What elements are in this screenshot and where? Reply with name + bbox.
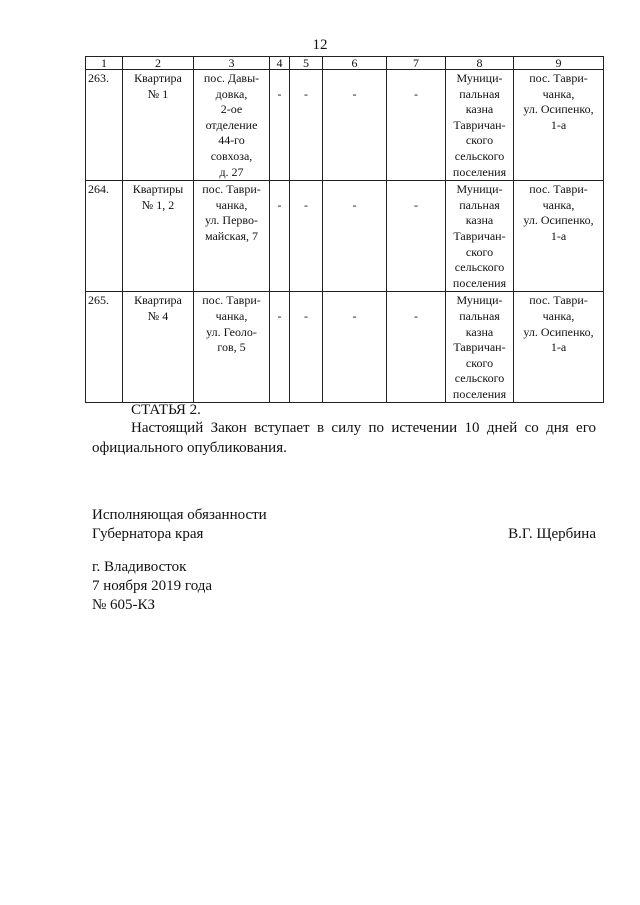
cell-line: ул. Перво- (204, 213, 259, 228)
cell-line: пальная (459, 86, 500, 101)
cell-line: 44-го (218, 133, 245, 148)
cell-value: - (414, 198, 418, 213)
cell-line: Квартиры (132, 182, 184, 197)
cell-line: казна (465, 324, 494, 339)
cell-line: майская, 7 (204, 228, 259, 243)
cell-line: ул. Геоло- (206, 324, 257, 339)
page-number: 12 (312, 37, 328, 53)
cell-value: - (352, 198, 357, 213)
cell-line: чанка, (215, 308, 248, 323)
table-cell-object (123, 181, 194, 292)
cell-value: - (304, 87, 308, 101)
table-cell-c7 (387, 181, 446, 292)
cell-line: пос. Таври- (529, 71, 588, 85)
cell-line: пальная (459, 197, 500, 212)
header-cell: 5 (290, 57, 323, 70)
article-heading: СТАТЬЯ 2. (131, 402, 201, 418)
table-row (86, 292, 604, 403)
table-cell-c4 (270, 181, 290, 292)
header-cell: 8 (446, 57, 514, 70)
cell-line: сельского (454, 371, 505, 386)
cell-line: пос. Таври- (529, 182, 588, 197)
date: 7 ноября 2019 года (92, 578, 213, 594)
cell-value: - (277, 309, 282, 324)
table-cell-owner (446, 292, 514, 403)
cell-line: ул. Осипенко, (523, 213, 594, 228)
cell-line: 1-а (550, 340, 567, 355)
table-cell-c5 (290, 292, 323, 403)
cell-line: чанка, (215, 197, 248, 212)
table-cell-c6 (323, 70, 387, 181)
cell-value: - (277, 198, 282, 213)
table-cell-recipient (514, 70, 604, 181)
law-number: № 605-КЗ (92, 597, 156, 613)
table-cell-c7 (387, 70, 446, 181)
place-date-block (92, 558, 212, 615)
table-cell-c4 (270, 70, 290, 181)
cell-line: пос. Таври- (529, 293, 588, 308)
cell-line: поселения (452, 386, 507, 401)
cell-line: чанка, (542, 86, 575, 101)
cell-line: Муници- (456, 293, 503, 308)
header-cell: 2 (123, 57, 194, 70)
table-row (86, 181, 604, 292)
cell-line: ул. Осипенко, (523, 102, 594, 117)
cell-value: - (304, 198, 308, 213)
table-cell-c5 (290, 181, 323, 292)
cell-value: 263. (88, 71, 109, 85)
cell-value: 264. (88, 182, 109, 197)
table-cell-c6 (323, 292, 387, 403)
table-cell-num (86, 181, 123, 292)
table-cell-owner (446, 70, 514, 181)
cell-value: - (352, 309, 357, 324)
cell-line: отделение (205, 117, 258, 132)
signer-position: Губернатора края (92, 526, 204, 542)
cell-line: Тавричан- (453, 228, 506, 243)
cell-line: Муници- (456, 71, 503, 85)
cell-line: чанка, (542, 308, 575, 323)
signer-name: В.Г. Щербина (508, 526, 596, 542)
property-table (85, 56, 604, 403)
table-cell-owner (446, 181, 514, 292)
cell-line: сельского (454, 148, 505, 163)
cell-line: пос. Давы- (203, 71, 260, 85)
cell-line: поселения (452, 164, 507, 179)
cell-value: - (304, 309, 308, 324)
table-row (86, 70, 604, 181)
header-cell: 4 (270, 57, 290, 70)
cell-line: поселения (452, 275, 507, 290)
cell-line: № 1 (147, 86, 169, 101)
cell-line: казна (465, 213, 494, 228)
cell-line: 2-ое (220, 102, 243, 117)
table-header-row (86, 57, 604, 70)
cell-line: Квартира (134, 71, 182, 85)
cell-line: № 4 (147, 308, 169, 323)
cell-line: Тавричан- (453, 117, 506, 132)
cell-line: ул. Осипенко, (523, 324, 594, 339)
table-cell-num (86, 292, 123, 403)
table-cell-address (194, 292, 270, 403)
cell-value: - (352, 87, 357, 101)
cell-line: гов, 5 (217, 340, 246, 355)
cell-line: совхоза, (210, 148, 253, 163)
cell-line: Квартира (134, 293, 182, 308)
city: г. Владивосток (92, 559, 187, 575)
cell-line: чанка, (542, 197, 575, 212)
cell-line: 1-а (550, 228, 567, 243)
cell-line: д. 27 (219, 164, 244, 179)
article-text (92, 419, 596, 458)
cell-line: ского (465, 355, 494, 370)
table-cell-c6 (323, 181, 387, 292)
cell-line: ского (465, 244, 494, 259)
cell-line: сельского (454, 260, 505, 275)
table-cell-object (123, 292, 194, 403)
cell-line: Тавричан- (453, 340, 506, 355)
article-text-line: Настоящий Закон вступает в силу по истечении 10 дней со дня его (131, 420, 596, 436)
header-cell: 1 (86, 57, 123, 70)
cell-line: пос. Таври- (202, 182, 261, 197)
table-cell-c5 (290, 70, 323, 181)
cell-line: ского (465, 133, 494, 148)
cell-line: № 1, 2 (141, 197, 175, 212)
cell-line: казна (465, 102, 494, 117)
header-cell: 6 (323, 57, 387, 70)
header-cell: 7 (387, 57, 446, 70)
table-cell-recipient (514, 292, 604, 403)
signer-position: Исполняющая обязанности (92, 507, 267, 523)
table-cell-c4 (270, 292, 290, 403)
cell-value: 265. (88, 293, 109, 308)
table-cell-address (194, 181, 270, 292)
table-body (86, 70, 604, 403)
table-cell-object (123, 70, 194, 181)
cell-value: - (277, 87, 282, 101)
table-cell-c7 (387, 292, 446, 403)
cell-line: довка, (215, 86, 248, 101)
cell-line: Муници- (456, 182, 503, 197)
table-cell-num (86, 70, 123, 181)
table-cell-address (194, 70, 270, 181)
cell-line: пальная (459, 308, 500, 323)
cell-value: - (414, 87, 418, 101)
header-cell: 9 (514, 57, 604, 70)
header-cell: 3 (194, 57, 270, 70)
table-cell-recipient (514, 181, 604, 292)
cell-line: пос. Таври- (202, 293, 261, 308)
cell-value: - (414, 309, 418, 324)
cell-line: 1-а (550, 117, 567, 132)
article-text-line: официального опубликования. (92, 439, 287, 456)
signature-block (92, 506, 596, 544)
